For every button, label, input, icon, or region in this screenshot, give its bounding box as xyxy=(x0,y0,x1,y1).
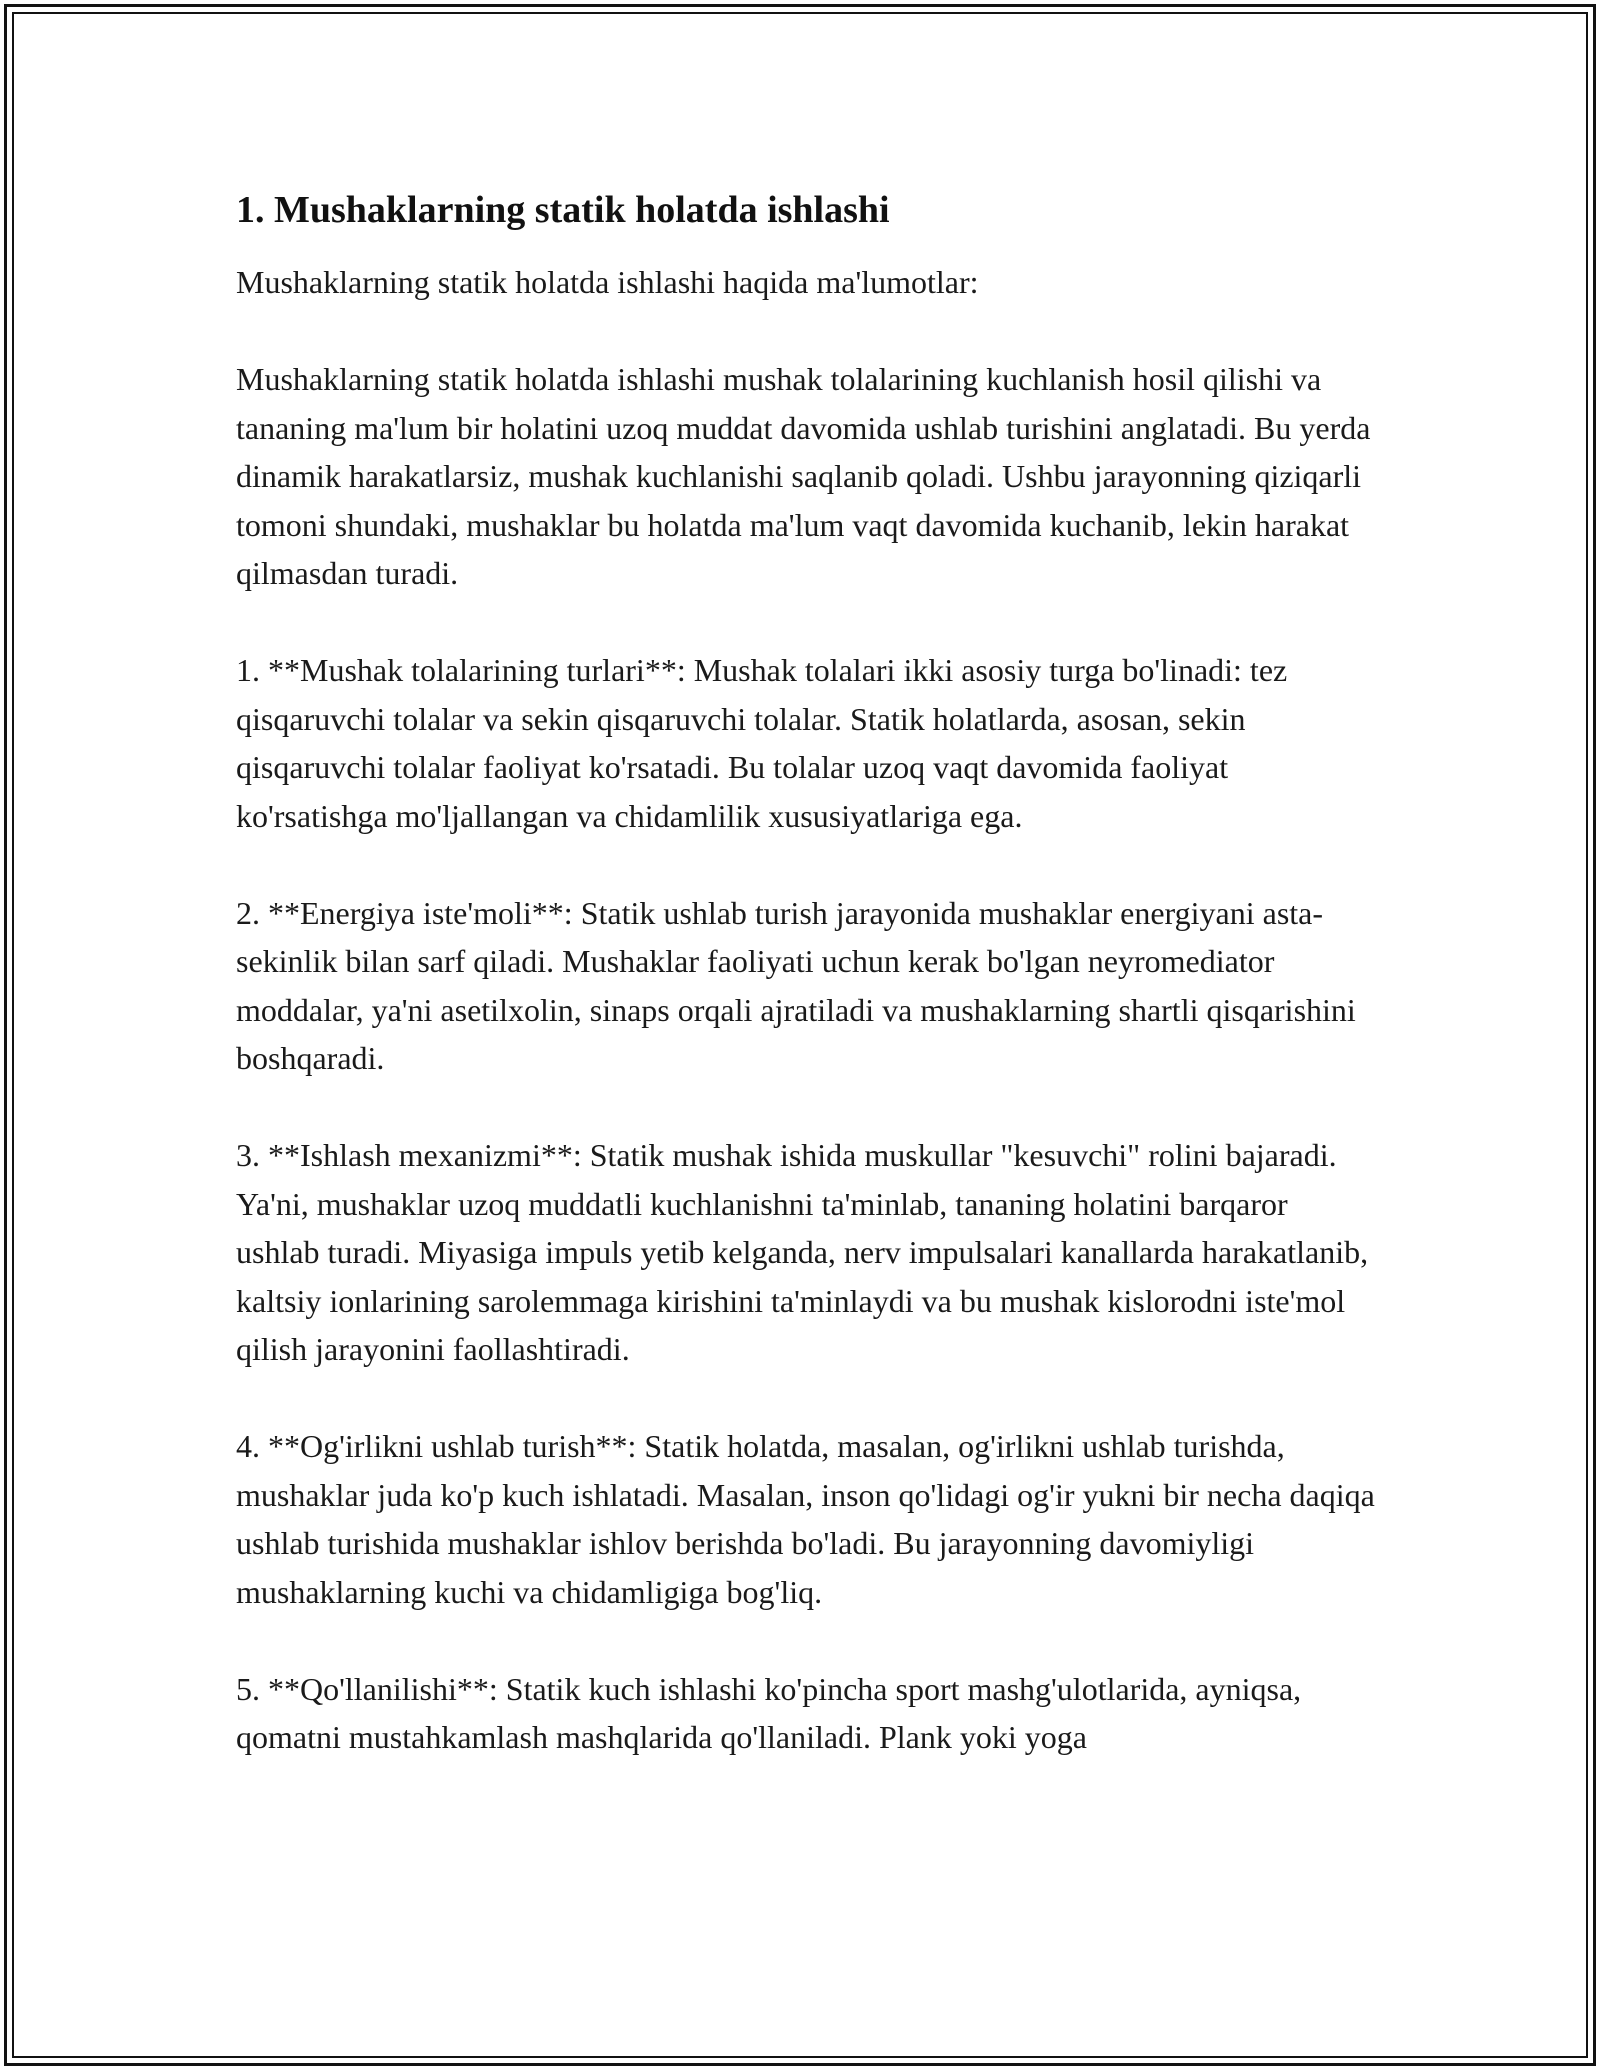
overview-paragraph: Mushaklarning statik holatda ishlashi mushak tolalarining kuchlanish hosil qilishi va tananing ma'lum bir holatini uzoq muddat davomida ushlab turishini anglatadi. Bu yerda dinamik harakatlarsiz, mushak kuchlanishi saqlanib qoladi. Ushbu jarayonning qiziqarli tomoni shundaki, mushaklar bu holatda ma'lum vaqt davomida kuchanib, lekin harakat qilmasdan turadi. xyxy=(236,361,1371,591)
document-title: 1. Mushaklarning statik holatda ishlashi xyxy=(236,189,890,231)
point-1-paragraph: 1. **Mushak tolalarining turlari**: Mushak tolalari ikki asosiy turga bo'linadi: tez qisqaruvchi tolalar va sekin qisqaruvchi tolalar. Statik holatlarda, asosan, sekin qisqaruvchi tolalar faoliyat ko'rsatadi. Bu tolalar uzoq vaqt davomida faoliyat ko'rsatishga mo'ljallangan va chidamlilik xususiyatlariga ega. xyxy=(236,652,1288,834)
point-4-paragraph: 4. **Og'irlikni ushlab turish**: Statik holatda, masalan, og'irlikni ushlab turishda, mushaklar juda ko'p kuch ishlatadi. Masalan, inson qo'lidagi og'ir yukni bir necha daqiqa ushlab turishida mushaklar ishlov berishda bo'ladi. Bu jarayonning davomiyligi mushaklarning kuchi va chidamligiga bog'liq. xyxy=(236,1428,1375,1610)
point-3-paragraph: 3. **Ishlash mexanizmi**: Statik mushak ishida muskullar "kesuvchi" rolini bajaradi. Ya'ni, mushaklar uzoq muddatli kuchlanishni ta'minlab, tananing holatini barqaror ushlab turadi. Miyasiga impuls yetib kelganda, nerv impulsalari kanallarda harakatlanib, kaltsiy ionlarining sarolemmaga kirishini ta'minlaydi va bu mushak kislorodni iste'mol qilish jarayonini faollashtiradi. xyxy=(236,1137,1369,1367)
document-body xyxy=(236,186,1376,1810)
intro-paragraph: Mushaklarning statik holatda ishlashi haqida ma'lumotlar: xyxy=(236,264,979,300)
point-2-paragraph: 2. **Energiya iste'moli**: Statik ushlab turish jarayonida mushaklar energiyani asta-sekinlik bilan sarf qiladi. Mushaklar faoliyati uchun kerak bo'lgan neyromediator moddalar, ya'ni asetilxolin, sinaps orqali ajratiladi va mushaklarning shartli qisqarishini boshqaradi. xyxy=(236,894,1356,1076)
point-5-paragraph: 5. **Qo'llanilishi**: Statik kuch ishlashi ko'pincha sport mashg'ulotlarida, ayniqsa, qomatni mustahkamlash mashqlarida qo'llaniladi. Plank yoki yoga xyxy=(236,1670,1302,1755)
